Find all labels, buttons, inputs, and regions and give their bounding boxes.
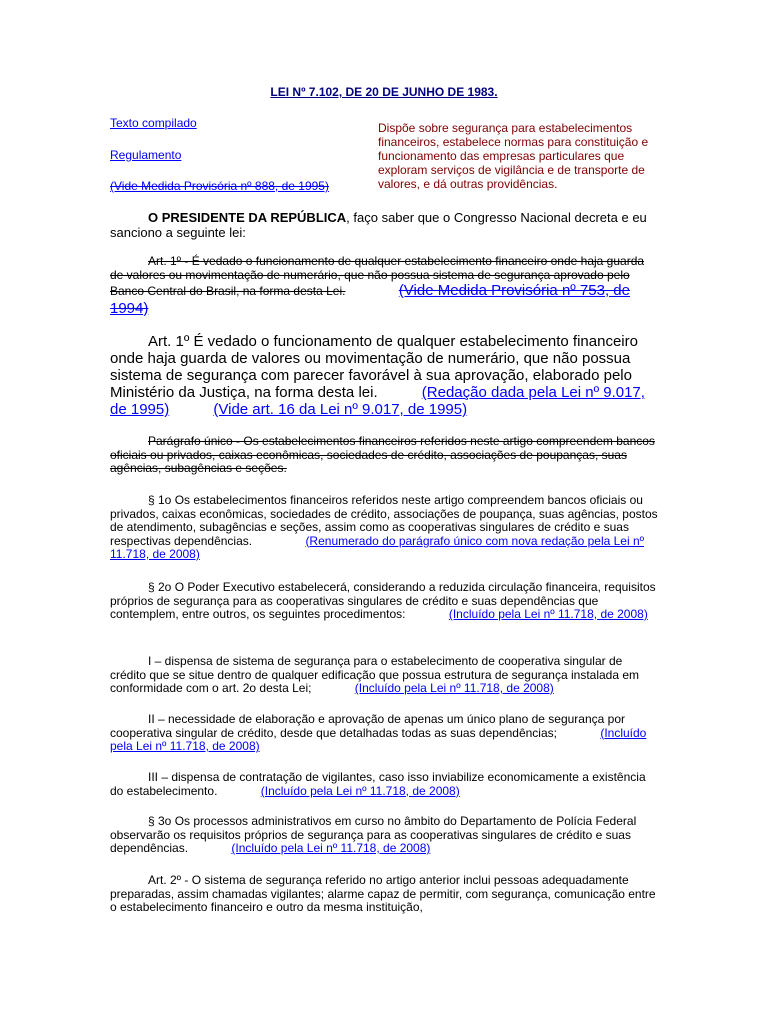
paragrafo-2	[110, 581, 658, 622]
redacao-9017-link[interactable]: (Redação dada pela Lei nº 9.017, de 1995)	[110, 384, 645, 418]
art1-revoked-text: Art. 1º - É vedado o funcionamento de qualquer estabelecimento financeiro onde haja guarda de valores ou movimentação de numerário, que não possua sistema de segurança aprovado pelo Banco Central do Brasil, na forma desta Lei.	[110, 254, 645, 298]
paragrafo-1-text: § 1o Os estabelecimentos financeiros referidos neste artigo compreendem bancos oficiais ou privados, caixas econômicas, sociedades de crédito, associações de poupança, suas agências, postos de atendimento, subagências e seções, assim como as cooperativas singulares de crédito e suas respectivas dependências.	[110, 493, 658, 548]
vide-art16-9017-link[interactable]: (Vide art. 16 da Lei nº 9.017, de 1995)	[213, 401, 468, 418]
vide-mp-888-link[interactable]: (Vide Medida Provisória nº 888, de 1995)	[110, 179, 329, 193]
inciso-3	[110, 771, 658, 798]
preamble-text: , faço saber que o Congresso Nacional decreta e eu sanciono a seguinte lei:	[110, 210, 647, 240]
preamble-president: O PRESIDENTE DA REPÚBLICA	[148, 210, 347, 225]
incluido-11718-link-1[interactable]: (Incluído pela Lei nº 11.718, de 2008)	[448, 607, 648, 621]
paragrafo-1	[110, 494, 658, 562]
texto-compilado-link[interactable]: Texto compilado	[110, 116, 197, 130]
law-title[interactable]: LEI Nº 7.102, DE 20 DE JUNHO DE 1983.	[270, 85, 498, 99]
regulamento-link[interactable]: Regulamento	[110, 148, 182, 162]
incluido-11718-link-3[interactable]: (Incluído pela Lei nº 11.718, de 2008)	[110, 725, 647, 753]
law-summary: Dispõe sobre segurança para estabelecimentos financeiros, estabelece normas para constituição e funcionamento das empresas particulares que exploram serviços de vigilância e de transporte de valores, e dá outras providências.	[378, 121, 649, 191]
paragrafo-unico-revoked	[110, 435, 658, 476]
paragrafo-3	[110, 815, 658, 856]
inciso-2-text: II – necessidade de elaboração e aprovação de apenas um único plano de segurança por cooperativa singular de crédito, desde que detalhadas todas as suas dependências;	[110, 712, 626, 740]
inciso-3-text: III – dispensa de contratação de vigilantes, caso isso inviabilize economicamente a existência do estabelecimento.	[110, 770, 646, 798]
art1	[110, 333, 658, 418]
paragrafo-3-text: § 3o Os processos administrativos em curso no âmbito do Departamento de Polícia Federal observarão os requisitos próprios de segurança para as cooperativas singulares de crédito e suas dependências.	[110, 814, 637, 855]
inciso-1-text: I – dispensa de sistema de segurança para o estabelecimento de cooperativa singular de crédito que se situe dentro de qualquer edificação que possua estrutura de segurança instalada em conformidade com o art. 2o desta Lei;	[110, 654, 640, 695]
art1-text: Art. 1º É vedado o funcionamento de qualquer estabelecimento financeiro onde haja guarda de valores ou movimentação de numerário, que não possua sistema de segurança com parecer favorável à sua aprovação, elaborado pelo Ministério da Justiça, na forma desta lei.	[110, 333, 638, 401]
paragrafo-2-text: § 2o O Poder Executivo estabelecerá, considerando a reduzida circulação financeira, requisitos próprios de segurança para as cooperativas singulares de crédito e suas dependências que contemplem, entre outros, os seguintes procedimentos:	[110, 580, 656, 621]
incluido-11718-link-4[interactable]: (Incluído pela Lei nº 11.718, de 2008)	[260, 783, 460, 798]
inciso-2	[110, 713, 658, 754]
art1-revoked	[110, 255, 658, 317]
preamble	[110, 210, 658, 240]
paragrafo-unico-text: Parágrafo único - Os estabelecimentos financeiros referidos neste artigo compreendem bancos oficiais ou privados, caixas econômicas, sociedades de crédito, associações de poupanças, suas agências, subagências e seções.	[110, 434, 655, 475]
inciso-1	[110, 655, 658, 696]
incluido-11718-link-5[interactable]: (Incluído pela Lei nº 11.718, de 2008)	[231, 841, 431, 855]
renumerado-11718-link[interactable]: (Renumerado do parágrafo único com nova redação pela Lei nº 11.718, de 2008)	[110, 533, 645, 561]
art2-text: Art. 2º - O sistema de segurança referido no artigo anterior inclui pessoas adequadamente preparadas, assim chamadas vigilantes; alarme capaz de permitir, com segurança, comunicação entre o estabelecimento financeiro e outro da mesma instituição,	[110, 873, 656, 914]
vide-mp-753-link[interactable]: (Vide Medida Provisória nº 753, de 1994)	[110, 282, 630, 317]
art2	[110, 874, 658, 915]
incluido-11718-link-2[interactable]: (Incluído pela Lei nº 11.718, de 2008)	[354, 681, 554, 695]
